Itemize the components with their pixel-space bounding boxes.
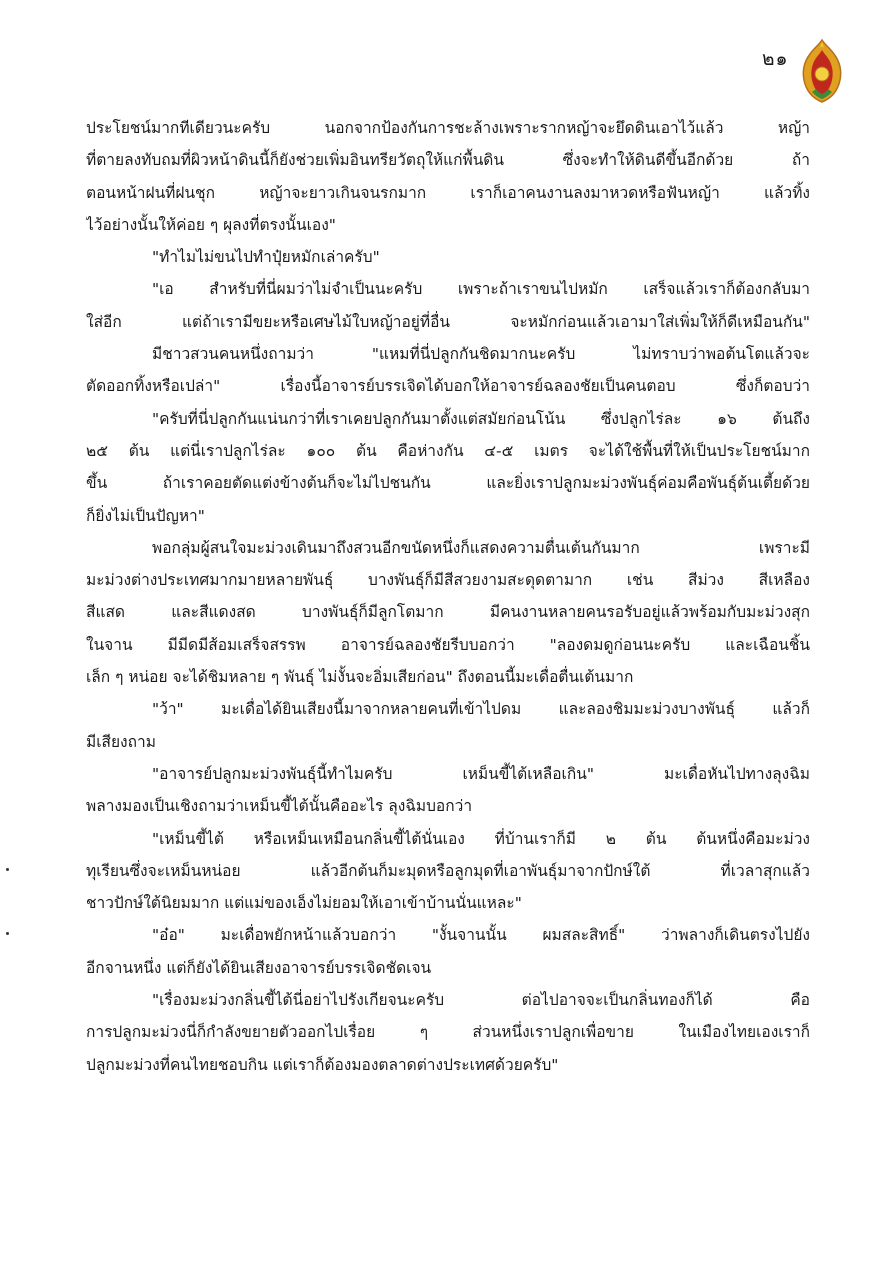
- margin-mark: [6, 932, 9, 935]
- text-line: พลางมองเป็นเชิงถามว่าเหม็นขี้ไต้นั้นคืออะไร ลุงฉิมบอกว่า: [86, 797, 473, 816]
- text-line: ปลูกมะม่วงที่คนไทยชอบกิน แต่เราก็ต้องมองตลาดต่างประเทศด้วยครับ": [86, 1055, 559, 1074]
- text-line: สีแสด และสีแดงสด บางพันธุ์ก็มีลูกโตมาก มีคนงานหลายคนรอรับอยู่แล้วพร้อมกับมะม่วงสุก: [86, 603, 810, 622]
- text-line: ตัดออกทิ้งหรือเปล่า" เรื่องนี้อาจารย์บรรเจิดได้บอกให้อาจารย์ฉลองชัยเป็นคนตอบ ซึ่งก็ตอบว่า: [86, 377, 810, 396]
- text-line: ทุเรียนซึ่งจะเหม็นหน่อย แล้วอีกต้นก็มะมุดหรือลูกมุดที่เอาพันธุ์มาจากปักษ์ใต้ ที่เวลาสุกแล้ว: [86, 861, 810, 880]
- text-line: การปลูกมะม่วงนี่ก็กำลังขยายตัวออกไปเรื่อย ๆ ส่วนหนึ่งเราปลูกเพื่อขาย ในเมืองไทยเองเราก็: [86, 1023, 810, 1042]
- text-line: "อาจารย์ปลูกมะม่วงพันธุ์นี้ทำไมครับ เหม็นขี้ไต้เหลือเกิน" มะเดื่อหันไปทางลุงฉิม: [152, 764, 810, 783]
- text-line: "อ๋อ" มะเดื่อพยักหน้าแล้วบอกว่า "งั้นจานนั้น ผมสละสิทธิ์" ว่าพลางก็เดินตรงไปยัง: [152, 926, 810, 945]
- body-text: [86, 112, 810, 1081]
- text-line: พอกลุ่มผู้สนใจมะม่วงเดินมาถึงสวนอีกขนัดหนึ่งก็แสดงความตื่นเต้นกันมาก เพราะมี: [152, 538, 810, 557]
- text-line: มะม่วงต่างประเทศมากมายหลายพันธุ์ บางพันธุ์ก็มีสีสวยงามสะดุดตามาก เช่น สีม่วง สีเหลือง: [86, 571, 810, 590]
- text-line: ตอนหน้าฝนที่ฝนชุก หญ้าจะยาวเกินจนรกมาก เราก็เอาคนงานลงมาหวดหรือฟันหญ้า แล้วทิ้ง: [86, 183, 810, 202]
- text-line: "ว้า" มะเดื่อได้ยินเสียงนี้มาจากหลายคนที่เข้าไปดม และลองชิมมะม่วงบางพันธุ์ แล้วก็: [152, 700, 810, 719]
- text-line: ประโยชน์มากทีเดียวนะครับ นอกจากป้องกันการชะล้างเพราะรากหญ้าจะยึดดินเอาไว้แล้ว หญ้า: [86, 119, 810, 137]
- text-line: มีชาวสวนคนหนึ่งถามว่า "แหมที่นี่ปลูกกันชิดมากนะครับ ไม่ทราบว่าพอต้นโตแล้วจะ: [152, 345, 810, 364]
- text-line: "เอ สำหรับที่นี่ผมว่าไม่จำเป็นนะครับ เพราะถ้าเราขนไปหมัก เสร็จแล้วเราก็ต้องกลับมา: [152, 280, 810, 299]
- crest-emblem-icon: [798, 38, 846, 104]
- text-line: ที่ตายลงทับถมที่ผิวหน้าดินนี้ก็ยังช่วยเพิ่มอินทรียวัตถุให้แก่พื้นดิน ซึ่งจะทำให้ดินดีขึ้นอีกด้วย ถ้า: [86, 151, 810, 170]
- text-line: ใส่อีก แต่ถ้าเรามีขยะหรือเศษไม้ใบหญ้าอยู่ที่อื่น จะหมักก่อนแล้วเอามาใส่เพิ่มให้ก็ดีเหมือนกัน": [86, 312, 810, 331]
- text-line: เล็ก ๆ หน่อย จะได้ชิมหลาย ๆ พันธุ์ ไม่งั้นจะอิ่มเสียก่อน" ถึงตอนนี้มะเดื่อตื่นเต้นมาก: [86, 668, 634, 687]
- text-line: ไว้อย่างนั้นให้ค่อย ๆ ผุลงที่ตรงนั้นเอง": [86, 215, 336, 234]
- text-line: "ครับที่นี่ปลูกกันแน่นกว่าที่เราเคยปลูกกันมาตั้งแต่สมัยก่อนโน้น ซึ่งปลูกไร่ละ ๑๖ ต้นถึง: [152, 409, 810, 428]
- text-line: ชาวปักษ์ใต้นิยมมาก แต่แม่ของเอ็งไม่ยอมให้เอาเข้าบ้านนั่นแหละ": [86, 894, 522, 913]
- text-line: ก็ยิ่งไม่เป็นปัญหา": [86, 506, 205, 525]
- text-line: ๒๕ ต้น แต่นี่เราปลูกไร่ละ ๑๐๐ ต้น คือห่างกัน ๔-๕ เมตร จะได้ใช้พื้นที่ให้เป็นประโยชน์มาก: [86, 441, 810, 460]
- text-line: "เหม็นขี้ไต้ หรือเหม็นเหมือนกลิ่นขี้ไต้นั่นเอง ที่บ้านเราก็มี ๒ ต้น ต้นหนึ่งคือมะม่วง: [152, 829, 810, 848]
- text-line: มีเสียงถาม: [86, 732, 156, 751]
- text-line: ขึ้น ถ้าเราคอยตัดแต่งข้างต้นก็จะไม่ไปชนกัน และยิ่งเราปลูกมะม่วงพันธุ์ค่อมคือพันธุ์ต้นเตี้ยด้วย: [86, 474, 810, 493]
- text-line: ในจาน มีมีดมีส้อมเสร็จสรรพ อาจารย์ฉลองชัยรีบบอกว่า "ลองดมดูก่อนนะครับ และเฉือนชิ้น: [86, 635, 810, 654]
- margin-mark: [6, 868, 9, 871]
- text-line: "เรื่องมะม่วงกลิ่นขี้ไต้นี่อย่าไปรังเกียจนะครับ ต่อไปอาจจะเป็นกลิ่นทองก็ได้ คือ: [152, 991, 810, 1010]
- page-number: ๒๑: [762, 48, 789, 70]
- text-line: อีกจานหนึ่ง แต่ก็ยังได้ยินเสียงอาจารย์บรรเจิดชัดเจน: [86, 958, 432, 977]
- text-line: "ทำไมไม่ขนไปทำปุ๋ยหมักเล่าครับ": [152, 248, 380, 267]
